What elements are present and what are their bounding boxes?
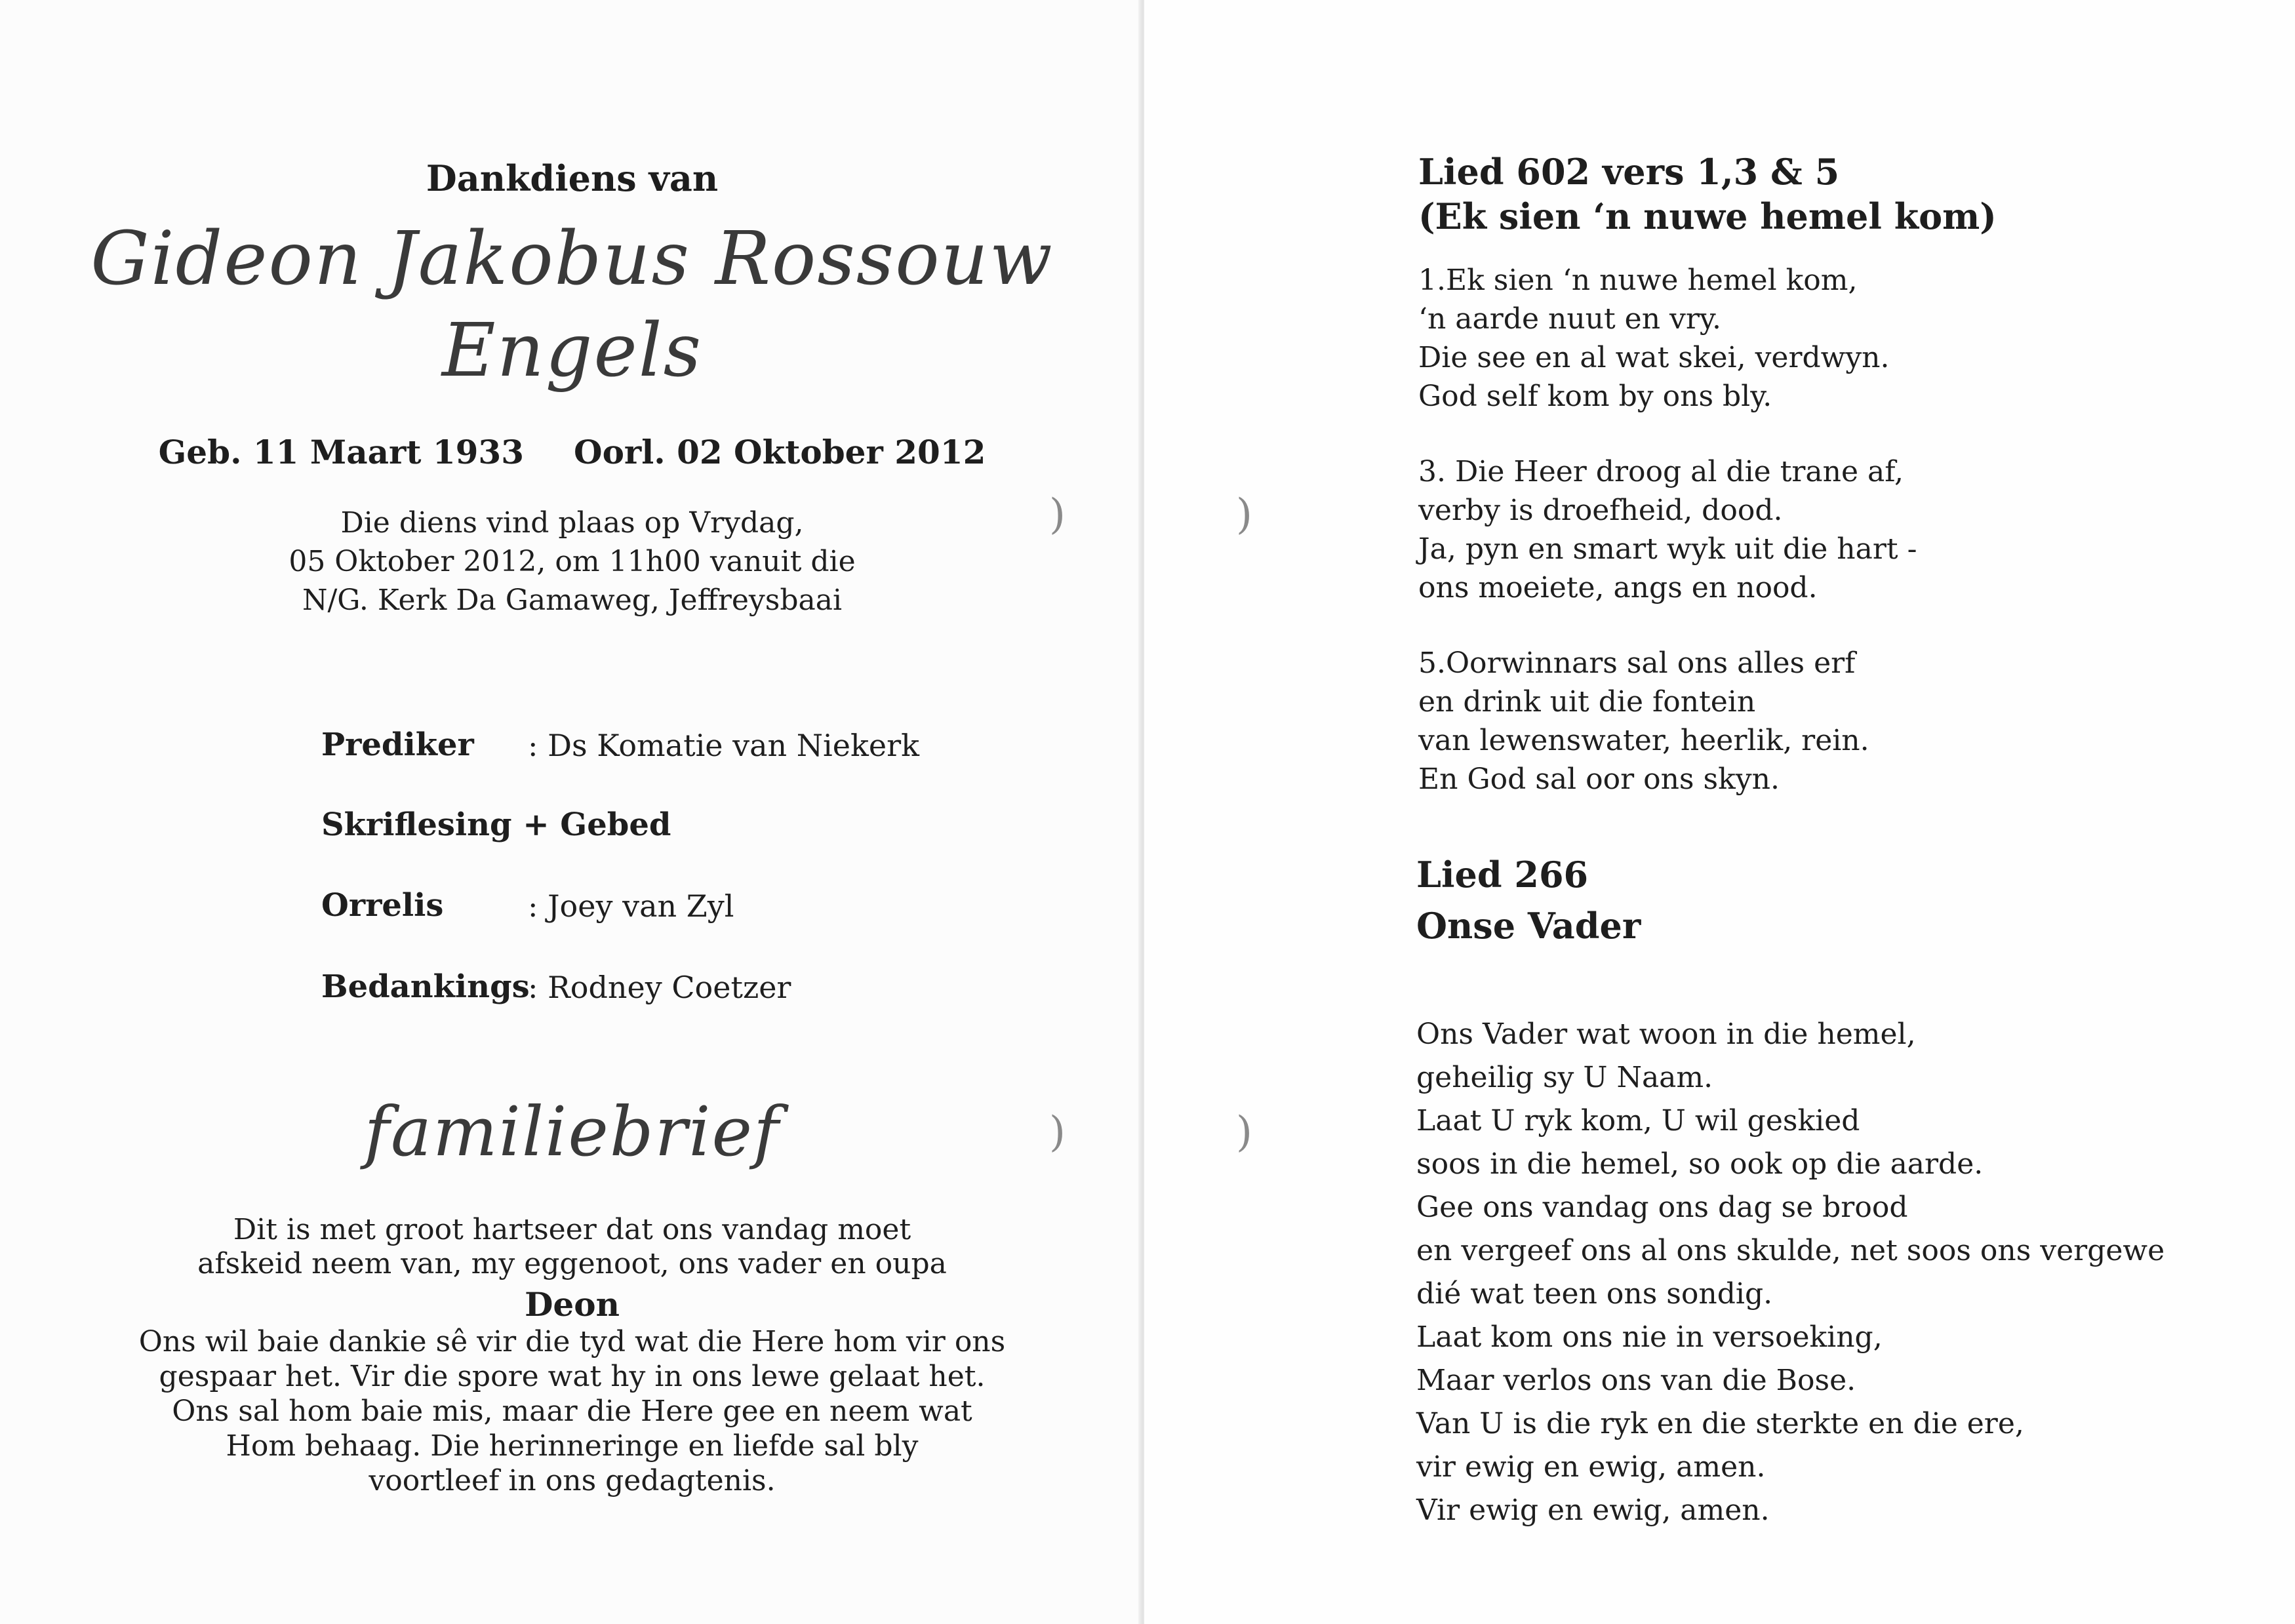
letter-intro-line: afskeid neem van, my eggenoot, ons vader en oupa <box>197 1247 947 1280</box>
prayer-line: geheilig sy U Naam. <box>1416 1061 1713 1094</box>
prayer-line: Vir ewig en ewig, amen. <box>1416 1494 1770 1527</box>
service-details <box>0 504 1144 620</box>
punch-hole-mark: ) <box>1049 1108 1066 1157</box>
role-label-orrelis: Orrelis <box>321 887 444 924</box>
punch-hole-mark: ) <box>1236 490 1252 539</box>
hymn-title-line: (Ek sien ‘n nuwe hemel kom) <box>1418 195 1997 237</box>
service-line: 05 Oktober 2012, om 11h00 vanuit die <box>289 545 856 578</box>
letter-body-line: gespaar het. Vir die spore wat hy in ons lewe gelaat het. <box>159 1360 986 1393</box>
verse-line: en drink uit die fontein <box>1418 685 1756 719</box>
role-label-bedankings: Bedankings <box>321 968 530 1005</box>
deceased-name-line1: Gideon Jakobus Rossouw <box>90 216 1054 302</box>
verse-line: van lewenswater, heerlik, rein. <box>1418 724 1869 757</box>
right-page <box>1144 0 2295 1624</box>
service-line: Die diens vind plaas op Vrydag, <box>340 506 804 540</box>
prayer-line: en vergeef ons al ons skulde, net soos ons vergewe <box>1416 1234 2165 1267</box>
prayer-line: dié wat teen ons sondig. <box>1416 1277 1773 1311</box>
letter-body-line: Ons wil baie dankie sê vir die tyd wat die Here hom vir ons <box>138 1325 1006 1358</box>
prayer-line: Ons Vader wat woon in die hemel, <box>1416 1018 1916 1051</box>
hymn-title-line: Lied 602 vers 1,3 & 5 <box>1418 151 1840 193</box>
role-label-skriflesing: Skriflesing + Gebed <box>321 806 671 843</box>
letter-body-line: Ons sal hom baie mis, maar die Here gee en neem wat <box>172 1395 972 1428</box>
punch-hole-mark: ) <box>1049 490 1066 539</box>
letter-body-line: Hom behaag. Die herinneringe en liefde sal bly <box>226 1429 919 1463</box>
family-letter-intro <box>0 1213 1144 1281</box>
life-dates <box>0 433 1144 471</box>
verse-line: Ja, pyn en smart wyk uit die hart - <box>1418 532 1917 566</box>
letter-intro-line: Dit is met groot hartseer dat ons vandag moet <box>233 1213 911 1246</box>
prayer-line: vir ewig en ewig, amen. <box>1416 1450 1766 1484</box>
prayer-line: Laat kom ons nie in versoeking, <box>1416 1320 1883 1354</box>
prayer-line: soos in die hemel, so ook op die aarde. <box>1416 1147 1984 1181</box>
lords-prayer <box>1416 1013 2165 1532</box>
verse-line: verby is droefheid, dood. <box>1418 494 1783 527</box>
hymn-602-title <box>1418 149 1997 239</box>
service-heading: Dankdiens van <box>426 157 719 199</box>
family-letter-body <box>0 1324 1144 1498</box>
punch-hole-mark: ) <box>1236 1108 1252 1157</box>
verse-line: Die see en al wat skei, verdwyn. <box>1418 341 1890 374</box>
role-value-bedankings: : Rodney Coetzer <box>528 970 791 1005</box>
verse-line: ‘n aarde nuut en vry. <box>1418 302 1721 336</box>
hymn-title-line: Lied 266 <box>1416 854 1589 896</box>
verse-line: ons moeiete, angs en nood. <box>1418 571 1818 604</box>
family-letter-name: Deon <box>525 1285 620 1324</box>
role-label-prediker: Prediker <box>321 726 474 763</box>
death-date: Oorl. 02 Oktober 2012 <box>574 433 986 471</box>
verse-line: 3. Die Heer droog al die trane af, <box>1418 455 1904 488</box>
prayer-line: Van U is die ryk en die sterkte en die ere, <box>1416 1407 2024 1440</box>
verse-line: En God sal oor ons skyn. <box>1418 762 1780 796</box>
family-letter-title: familiebrief <box>364 1092 780 1172</box>
hymn-title-line: Onse Vader <box>1416 905 1641 947</box>
letter-body-line: voortleef in ons gedagtenis. <box>369 1464 776 1497</box>
birth-date: Geb. 11 Maart 1933 <box>158 433 525 471</box>
verse-1 <box>1418 261 1890 416</box>
role-value-prediker: : Ds Komatie van Niekerk <box>528 728 919 763</box>
verse-line: 5.Oorwinnars sal ons alles erf <box>1418 646 1856 680</box>
verse-5 <box>1418 644 1869 799</box>
deceased-name-line2: Engels <box>441 308 703 393</box>
verse-3 <box>1418 452 1917 607</box>
prayer-line: Maar verlos ons van die Bose. <box>1416 1364 1856 1397</box>
service-line: N/G. Kerk Da Gamaweg, Jeffreysbaai <box>302 584 843 617</box>
prayer-line: Laat U ryk kom, U wil geskied <box>1416 1104 1860 1138</box>
verse-line: God self kom by ons bly. <box>1418 380 1772 413</box>
left-page <box>0 0 1144 1624</box>
prayer-line: Gee ons vandag ons dag se brood <box>1416 1191 1908 1224</box>
role-value-orrelis: : Joey van Zyl <box>528 888 734 924</box>
verse-line: 1.Ek sien ‘n nuwe hemel kom, <box>1418 264 1858 297</box>
hymn-266-title <box>1416 849 1641 951</box>
